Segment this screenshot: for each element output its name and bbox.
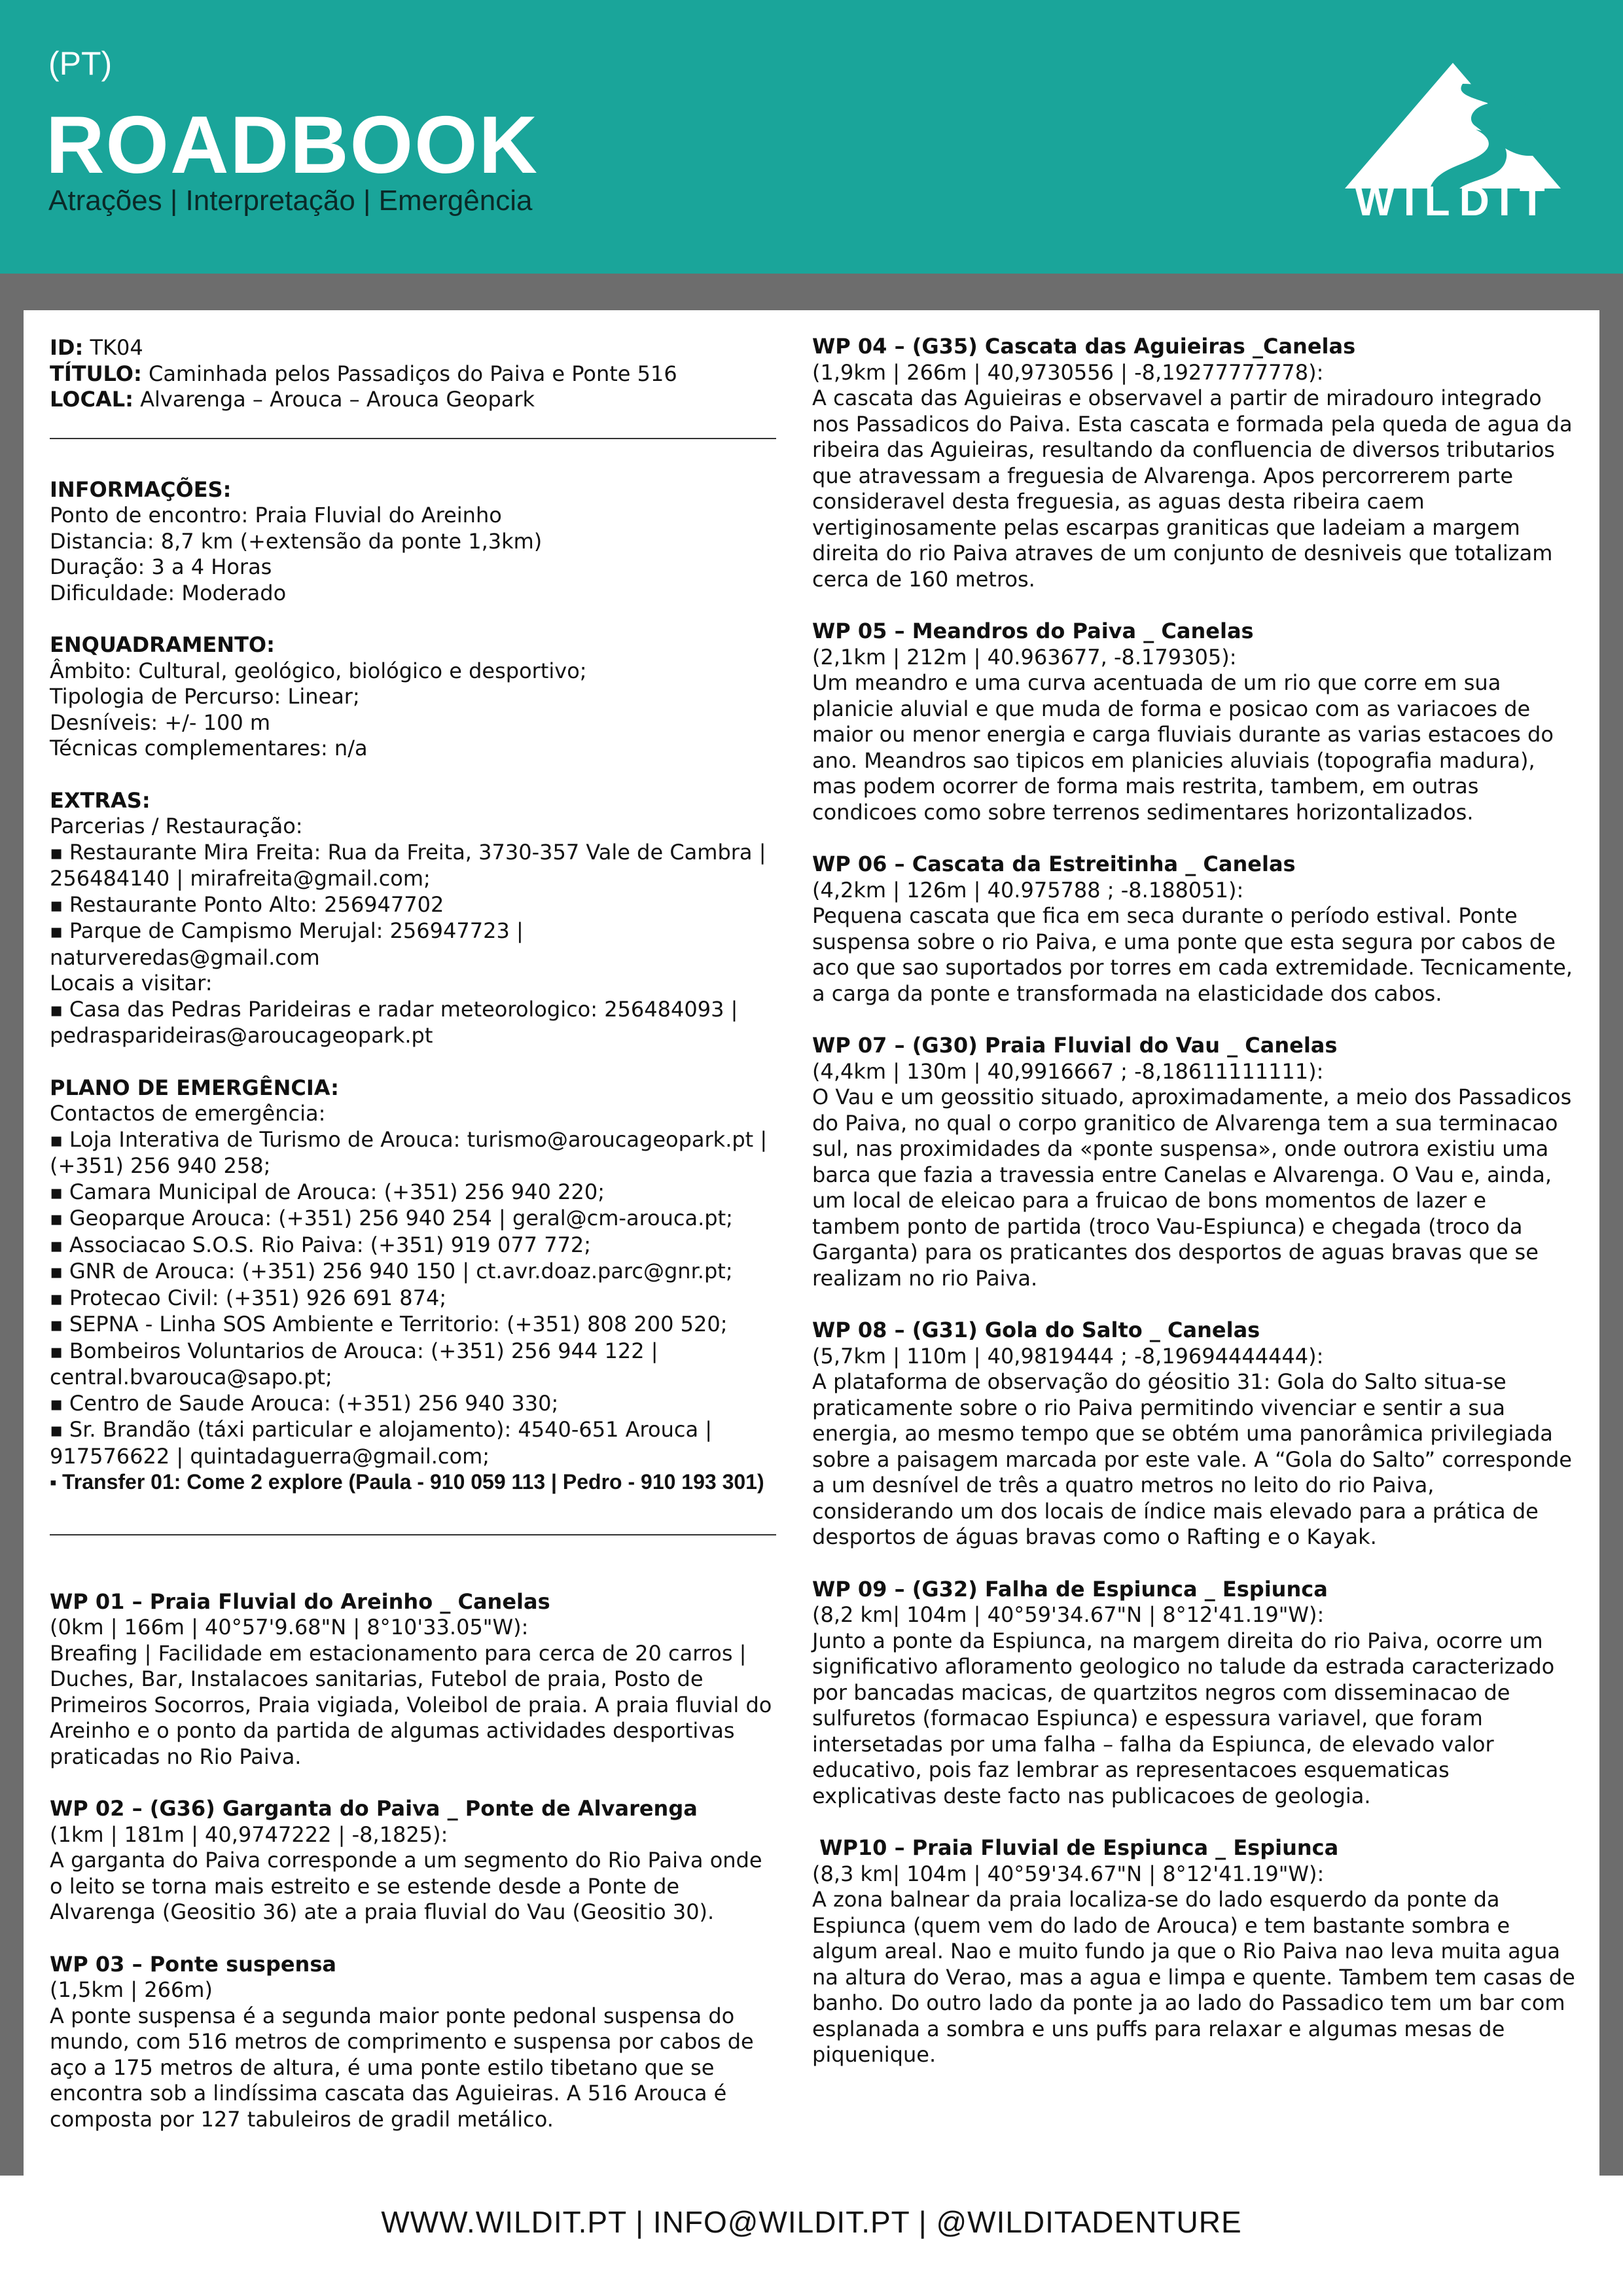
info-line: Distancia: 8,7 km (+extensão da ponte 1,3km) (50, 528, 543, 554)
waypoint-text: Breafing | Facilidade em estacionamento para cerca de 20 carros | Duches, Bar, Instalacoes sanitarias, Futebol de praia, Posto de Primeiros Socorros, Praia vigiada, Voleibol de praia. A praia fluvial do Areinho e o ponto da partida de algumas actividades desportivas praticadas no Rio Paiva. (50, 1640, 779, 1769)
list-item: ▪ Casa das Pedras Parideiras e radar meteorologico: 256484093 | pedrasparideiras@aroucageopark.pt (50, 996, 745, 1048)
section-heading: PLANO DE EMERGÊNCIA: (50, 1075, 339, 1100)
bullet-icon: ▪ (50, 1128, 69, 1152)
brand-logo-text: WILDIT (1355, 177, 1554, 224)
list-item: ▪ Sr. Brandão (táxi particular e alojamento): 4540-651 Arouca | 917576622 | quintadaguerra@gmail.com; (50, 1417, 719, 1469)
waypoint-block (812, 619, 1578, 825)
waypoint-title: WP 02 – (G36) Garganta do Paiva _ Ponte de Alvarenga (50, 1796, 698, 1821)
subheading: Locais a visitar: (50, 971, 213, 996)
language-label: (PT) (48, 45, 113, 82)
info-line: Duração: 3 a 4 Horas (50, 554, 272, 579)
waypoint-coords: (4,2km | 126m | 40.975788 ; -8.188051): (812, 877, 1244, 903)
waypoint-block (812, 1033, 1578, 1291)
section-heading: ENQUADRAMENTO: (50, 632, 275, 657)
trip-location: LOCAL: Alvarenga – Arouca – Arouca Geopark (50, 387, 535, 412)
right-column (812, 334, 1582, 2068)
waypoint-coords: (2,1km | 212m | 40.963677, -8.179305): (812, 644, 1237, 670)
section-heading: EXTRAS: (50, 787, 151, 813)
list-item: ▪ GNR de Arouca: (+351) 256 940 150 | ct.avr.doaz.parc@gnr.pt; (50, 1259, 733, 1283)
left-column (50, 335, 777, 2132)
waypoint-text: Pequena cascata que fica em seca durante o período estival. Ponte suspensa sobre o rio Paiva, e uma ponte que esta segura por cabos de aco que sao suportados por torres em cada extremidade. Tecnicamente, a carga da ponte e transformada na elasticidade dos cabos. (812, 903, 1580, 1006)
list-item: ▪ Restaurante Ponto Alto: 256947702 (50, 891, 444, 917)
waypoint-title: WP 05 – Meandros do Paiva _ Canelas (812, 619, 1254, 643)
footer-contacts: WWW.WILDIT.PT | INFO@WILDIT.PT | @WILDITADENTURE (381, 2205, 1242, 2239)
bullet-icon: ▪ (50, 998, 69, 1022)
waypoint-block (50, 1589, 777, 1770)
waypoint-text: A zona balnear da praia localiza-se do lado esquerdo da ponte da Espiunca (quem vem do lado de Arouca) e tem bastante sombra e algum areal. Nao e muito fundo ja que o Rio Paiva nao leva muita agua na altura do Verao, mas a agua e limpa e quente. Tambem tem casas de banho. Do outro lado da ponte ja ao lado do Passadico tem um bar com esplanada a sombra e uns puffs para relaxar e algumas mesas de piquenique. (812, 1887, 1582, 2067)
section-enquadramento (50, 632, 777, 762)
waypoint-title: WP 03 – Ponte suspensa (50, 1951, 336, 1977)
waypoint-coords: (4,4km | 130m | 40,9916667 ; -8,18611111111): (812, 1058, 1324, 1084)
waypoint-text: Um meandro e uma curva acentuada de um rio que corre em sua planicie aluvial e que muda de forma e posicao com as variacoes de maior ou menor energia e carga fluviais durante as varias estacoes do ano. Meandros sao tipicos em planicies aluviais (topografia madura), mas podem ocorrer de forma mais restrita, tambem, em outras condicoes como sobre terrenos sedimentares horizontalizados. (812, 670, 1561, 825)
waypoint-title: WP 07 – (G30) Praia Fluvial do Vau _ Canelas (812, 1033, 1338, 1058)
info-line: Técnicas complementares: n/a (50, 736, 368, 761)
waypoint-title: WP10 – Praia Fluvial de Espiunca _ Espiunca (812, 1835, 1339, 1860)
section-extras (50, 788, 777, 1049)
section-informacoes (50, 477, 777, 607)
waypoint-coords: (5,7km | 110m | 40,9819444 ; -8,19694444444): (812, 1343, 1324, 1369)
bullet-icon: ▪ (50, 1314, 69, 1336)
info-line: Tipologia de Percurso: Linear; (50, 684, 360, 709)
list-item: ▪ Protecao Civil: (+351) 926 691 874; (50, 1285, 447, 1310)
list-item: ▪ Geoparque Arouca: (+351) 256 940 254 | geral@cm-arouca.pt; (50, 1206, 733, 1230)
waypoint-block (812, 1835, 1582, 2068)
footer (0, 2181, 1623, 2296)
divider (50, 1534, 776, 1535)
waypoint-text: A ponte suspensa é a segunda maior ponte pedonal suspensa do mundo, com 516 metros de comprimento e suspensa por cabos de aço a 175 metros de altura, é uma ponte estilo tibetano que se encontra sob a lindíssima cascata das Aguieiras. A 516 Arouca é composta por 127 tabuleiros de gradil metálico. (50, 2003, 760, 2132)
waypoint-title: WP 01 – Praia Fluvial do Areinho _ Canelas (50, 1588, 550, 1614)
bullet-icon: ▪ (50, 841, 69, 865)
info-line: Desníveis: +/- 100 m (50, 709, 271, 735)
trip-id: ID: TK04 (50, 335, 143, 360)
waypoint-coords: (1,9km | 266m | 40,9730556 | -8,19277777778): (812, 359, 1324, 385)
bullet-icon: ▪ (50, 1181, 69, 1204)
waypoint-title: WP 08 – (G31) Gola do Salto _ Canelas (812, 1318, 1260, 1342)
bullet-icon: ▪ (50, 1419, 69, 1442)
waypoint-coords: (1km | 181m | 40,9747222 | -8,1825): (50, 1821, 448, 1847)
bullet-icon: ▪ (50, 920, 69, 943)
bullet-icon: ▪ (50, 1208, 69, 1230)
waypoint-coords: (8,2 km| 104m | 40°59'34.67"N | 8°12'41.19"W): (812, 1602, 1325, 1627)
list-item: ▪ Parque de Campismo Merujal: 256947723 | naturveredas@gmail.com (50, 918, 530, 970)
waypoint-block (812, 852, 1578, 1007)
section-heading: INFORMAÇÕES: (50, 476, 232, 502)
list-item: ▪ SEPNA - Linha SOS Ambiente e Territorio: (+351) 808 200 520; (50, 1312, 728, 1336)
waypoint-coords: (0km | 166m | 40°57'9.68"N | 8°10'33.05"W): (50, 1615, 529, 1640)
divider (50, 438, 776, 439)
list-item: ▪ Loja Interativa de Turismo de Arouca: turismo@aroucageopark.pt | (+351) 256 940 258; (50, 1126, 774, 1178)
waypoint-title: WP 09 – (G32) Falha de Espiunca _ Espiunca (812, 1576, 1328, 1602)
header-banner (0, 0, 1623, 274)
waypoint-coords: (8,3 km| 104m | 40°59'34.67"N | 8°12'41.19"W): (812, 1861, 1325, 1886)
content-panel (24, 310, 1599, 2181)
subheading: Parcerias / Restauração: (50, 814, 303, 838)
list-item: ▪ Bombeiros Voluntarios de Arouca: (+351) 256 944 122 | central.bvarouca@sapo.pt; (50, 1338, 665, 1390)
bullet-icon: ▪ (50, 1392, 69, 1416)
waypoint-block (812, 334, 1578, 592)
page-title: ROADBOOK (46, 100, 539, 190)
list-item: ▪ Camara Municipal de Arouca: (+351) 256 940 220; (50, 1179, 605, 1204)
bullet-icon: ▪ (50, 1472, 62, 1494)
waypoint-block (50, 1952, 777, 2133)
info-line: Dificuldade: Moderado (50, 580, 287, 605)
waypoint-title: WP 04 – (G35) Cascata das Aguieiras _Canelas (812, 334, 1356, 359)
info-line: Âmbito: Cultural, geológico, biológico e desportivo; (50, 658, 587, 683)
list-item: ▪ Associacao S.O.S. Rio Paiva: (+351) 919 077 772; (50, 1232, 592, 1257)
bullet-icon: ▪ (50, 1340, 69, 1363)
waypoint-coords: (1,5km | 266m) (50, 1977, 213, 2002)
waypoint-text: Junto a ponte da Espiunca, na margem direita do rio Paiva, ocorre um significativo afloramento geologico no talude da estrada caracterizado por bancadas macicas, de quartzitos negros com disseminacao de sulfuretos (formacao Espiunca) e espessura variavel, que foram intersetadas por uma falha – falha da Espiunca, de elevado valor educativo, pois faz lembrar as representacoes esquematicas explicativas deste facto nas publicacoes de geologia. (812, 1628, 1561, 1808)
waypoint-text: A garganta do Paiva corresponde a um segmento do Rio Paiva onde o leito se torna mais estreito e se estende desde a Ponte de Alvarenga (Geositio 36) ate a praia fluvial do Vau (Geositio 30). (50, 1848, 769, 1924)
waypoint-block (812, 1577, 1578, 1810)
subheading: Contactos de emergência: (50, 1101, 326, 1126)
waypoint-text: A plataforma de observação do géositio 31: Gola do Salto situa-se praticamente sobre o rio Paiva permitindo vivenciar e sentir a sua energia, ao mesmo tempo que se obtém uma panorâmica privilegiada sobre a paisagem marcada por este vale. A “Gola do Salto” corresponde a um desnível de três a quatro metros no leito do rio Paiva, considerando um dos locais de índice mais elevado para a prática de desportos de águas bravas como o Rafting e o Kayak. (812, 1369, 1579, 1549)
bullet-icon: ▪ (50, 1234, 69, 1257)
transfer-line: ▪ Transfer 01: Come 2 explore (Paula - 910 059 113 | Pedro - 910 193 301) (50, 1470, 764, 1494)
waypoint-text: A cascata das Aguieiras e observavel a partir de miradouro integrado nos Passadicos do Paiva. Esta cascata e formada pela queda de agua da ribeira das Aguieiras, resultando da confluencia de diversos tributarios que atravessam a freguesia de Alvarenga. Apos percorrerem parte consideravel desta freguesia, as aguas desta ribeira caem vertiginosamente pelas escarpas graniticas que ladeiam a margem direita do rio Paiva atraves de um conjunto de desniveis que totalizam cerca de 160 metros. (812, 386, 1579, 592)
bullet-icon: ▪ (50, 893, 69, 917)
list-item: ▪ Restaurante Mira Freita: Rua da Freita, 3730-357 Vale de Cambra | 256484140 | mirafreita@gmail.com; (50, 839, 773, 891)
waypoint-block (812, 1318, 1578, 1551)
waypoint-text: O Vau e um geossitio situado, aproximadamente, a meio dos Passadicos do Paiva, no qual o corpo granitico de Alvarenga tem a sua terminacao sul, nas proximidades da «ponte suspensa», onde outrora existiu uma barca que fazia a travessia entre Canelas e Alvarenga. O Vau e, ainda, um local de eleicao para a fruicao de bons momentos de lazer e tambem ponto de partida (troco Vau-Espiunca) e chegada (troco da Garganta) para os praticantes dos desportos de aguas bravas que se realizam no rio Paiva. (812, 1085, 1578, 1291)
bullet-icon: ▪ (50, 1261, 69, 1283)
trip-title: TÍTULO: Caminhada pelos Passadiços do Paiva e Ponte 516 (50, 361, 677, 386)
waypoint-title: WP 06 – Cascata da Estreitinha _ Canelas (812, 852, 1296, 876)
list-item: ▪ Centro de Saude Arouca: (+351) 256 940 330; (50, 1390, 559, 1416)
bullet-icon: ▪ (50, 1287, 69, 1310)
info-line: Ponto de encontro: Praia Fluvial do Areinho (50, 503, 502, 528)
section-emergencia (50, 1075, 777, 1496)
waypoint-block (50, 1796, 777, 1926)
page-subtitle: Atrações | Interpretação | Emergência (48, 185, 533, 217)
